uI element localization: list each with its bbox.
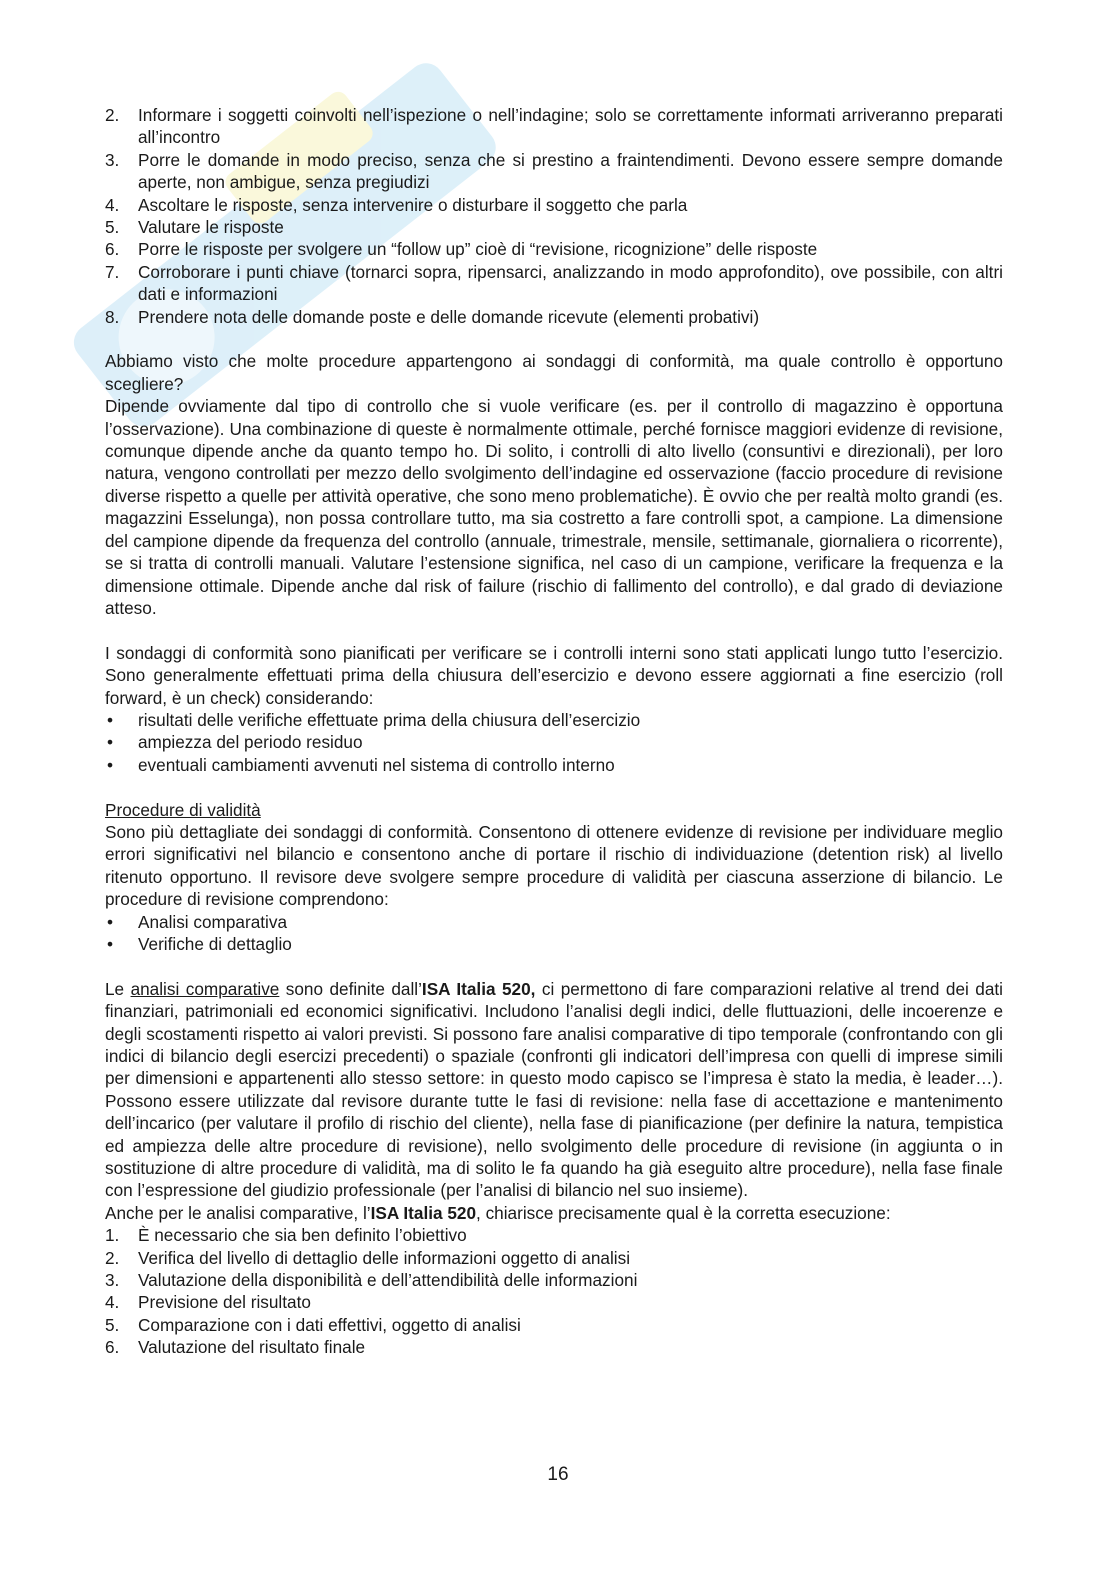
- procedure-steps-list: [105, 104, 1003, 328]
- anche-bold-isa: ISA Italia 520: [370, 1202, 477, 1223]
- list-item: [105, 1224, 1003, 1246]
- list-item-number: 6.: [105, 1337, 120, 1358]
- list-item-text: Previsione del risultato: [138, 1292, 311, 1313]
- list-item-number: 6.: [105, 239, 120, 260]
- analisi-text-1: Le: [105, 978, 131, 999]
- list-item-text: Informare i soggetti coinvolti nell’ispezione o nell’indagine; solo se correttamente informati arriveranno preparati all’incontro: [138, 105, 1003, 148]
- list-item: [105, 104, 1003, 149]
- bullet-text: Analisi comparativa: [138, 911, 288, 932]
- sondaggi-bullet-list: [105, 709, 1003, 776]
- list-item-text: Corroborare i punti chiave (tornarci sopra, ripensarci, analizzando in modo approfondito), ove possibile, con altri dati e informazioni: [138, 261, 1003, 305]
- list-item-text: È necessario che sia ben definito l’obiettivo: [138, 1225, 467, 1246]
- list-item: [105, 1336, 1003, 1358]
- document-page: [105, 104, 1003, 1359]
- list-item-text: Valutare le risposte: [138, 217, 284, 238]
- paragraph-depends: Dipende ovviamente dal tipo di controllo che si vuole verificare (es. per il controllo di magazzino è opportuna l’osservazione). Una combinazione di queste è normalmente ottimale, perché fornisce maggiori evidenze di revisione, comunque dipende anche da quanto tempo ho. Di solito, i controlli di alto livello (consuntivi e direzionali), per loro natura, vengono controllati per mezzo dello svolgimento dell’indagine ed osservazione (faccio procedure di revisione diverse rispetto a quelle per attività operative, che sono meno problematiche). È ovvio che per realtà molto grandi (es. magazzini Esselunga), non possa controllare tutto, ma sia costretto a fare controlli spot, a campione. La dimensione del campione dipende da frequenza del controllo (annuale, trimestrale, mensile, settimanale, giornaliera o ricorrente), se si tratta di controlli manuali. Valutare l’estensione significa, nel caso di un campione, verificare la frequenza e la dimensione ottimale. Dipende anche dal risk of failure (rischio di fallimento del controllo), e dal grado di deviazione atteso.: [105, 396, 1003, 618]
- validita-bullet-list: [105, 911, 1003, 956]
- list-item: [105, 261, 1003, 306]
- paragraph-analisi: [105, 978, 1003, 1202]
- list-item-number: 4.: [105, 194, 120, 215]
- anche-text-2: , chiarisce precisamente qual è la corretta esecuzione:: [476, 1202, 891, 1223]
- execution-steps-list: [105, 1224, 1003, 1358]
- paragraph-sondaggi: I sondaggi di conformità sono pianificati per verificare se i controlli interni sono stati applicati lungo tutto l’esercizio. Sono generalmente effettuati prima della chiusura dell’esercizio e devono essere aggiornati a fine esercizio (roll forward, è un check) considerando:: [105, 642, 1003, 708]
- list-item-text: Ascoltare le risposte, senza intervenire o disturbare il soggetto che parla: [138, 194, 688, 215]
- bullet-glyph: •: [107, 754, 114, 775]
- list-item-number: 3.: [105, 149, 120, 170]
- list-item-text: Prendere nota delle domande poste e delle domande ricevute (elementi probativi): [138, 306, 760, 327]
- page-number: 16: [547, 1464, 569, 1485]
- list-item-text: Valutazione della disponibilità e dell’attendibilità delle informazioni: [138, 1270, 638, 1291]
- list-item-number: 2.: [105, 1247, 120, 1268]
- list-item-number: 5.: [105, 217, 120, 238]
- list-item-number: 7.: [105, 261, 120, 282]
- bullet-glyph: •: [107, 933, 114, 954]
- list-item-text: Porre le domande in modo preciso, senza che si prestino a fraintendimenti. Devono essere sempre domande aperte, non ambigue, senza pregiudizi: [138, 149, 1003, 193]
- list-item-text: Valutazione del risultato finale: [138, 1337, 366, 1358]
- paragraph-anche: [105, 1202, 1003, 1224]
- bullet-text: ampiezza del periodo residuo: [138, 732, 363, 753]
- list-item: [105, 216, 1003, 238]
- list-item-text: Verifica del livello di dettaglio delle informazioni oggetto di analisi: [138, 1247, 631, 1268]
- bullet-item: [105, 754, 1003, 776]
- bullet-glyph: •: [107, 911, 114, 932]
- list-item: [105, 194, 1003, 216]
- bullet-text: eventuali cambiamenti avvenuti nel sistema di controllo interno: [138, 754, 615, 775]
- list-item: [105, 1314, 1003, 1336]
- anche-text-1: Anche per le analisi comparative, l’: [105, 1202, 371, 1223]
- list-item-number: 1.: [105, 1225, 120, 1246]
- bullet-glyph: •: [107, 709, 114, 730]
- list-item: [105, 1291, 1003, 1313]
- bullet-item: [105, 731, 1003, 753]
- section-heading-validita: Procedure di validità: [105, 799, 261, 820]
- list-item: [105, 238, 1003, 260]
- list-item-number: 4.: [105, 1292, 120, 1313]
- list-item-number: 2.: [105, 105, 120, 125]
- bullet-item: [105, 709, 1003, 731]
- list-item: [105, 1247, 1003, 1269]
- list-item: [105, 1269, 1003, 1291]
- analisi-text-3: ci permettono di fare comparazioni relative al trend dei dati finanziari, patrimoniali ed economici significativi. Includono l’analisi degli indici, delle fluttuazioni, delle incoerenze e degli scostamenti rispetto ai valori previsti. Si possono fare analisi comparative di tipo temporale (confrontando con gli indici di bilancio degli esercizi precedenti) o spaziale (confronti gli indicatori dell’impresa con quelli di imprese simili per dimensioni e appartenenti allo stesso settore: in questo modo capisco se l’impresa è stato la media, è leader…). Possono essere utilizzate dal revisore durante tutte le fasi di revisione: nella fase di accettazione e mantenimento dell’incarico (per valutare il profilo di rischio del cliente), nella fase di pianificazione (per definire la natura, tempistica ed ampiezza delle altre procedure di revisione), nello svolgimento delle procedure di revisione (in aggiunta o in sostituzione di altre procedure di validità, ma di solito le fa quando ha già eseguito altre procedure), nella fase finale con l’espressione del giudizio professionale (per l’analisi di bilancio nel suo insieme).: [105, 978, 1003, 1201]
- analisi-text-2: sono definite dall’: [279, 978, 422, 999]
- list-item: [105, 306, 1003, 328]
- list-item: [105, 149, 1003, 194]
- analisi-bold-isa: ISA Italia 520,: [421, 978, 536, 999]
- list-item-number: 3.: [105, 1270, 120, 1291]
- list-item-text: Porre le risposte per svolgere un “follow up” cioè di “revisione, ricognizione” delle risposte: [138, 239, 818, 260]
- list-item-number: 8.: [105, 306, 120, 327]
- list-item-text: Comparazione con i dati effettivi, oggetto di analisi: [138, 1314, 521, 1335]
- bullet-item: [105, 911, 1003, 933]
- list-item-number: 5.: [105, 1314, 120, 1335]
- analisi-underlined-term: analisi comparative: [130, 978, 280, 999]
- bullet-text: Verifiche di dettaglio: [138, 933, 292, 954]
- paragraph-validita: Sono più dettagliate dei sondaggi di conformità. Consentono di ottenere evidenze di revisione per individuare meglio errori significativi nel bilancio e consentono anche di portare il rischio di individuazione (detention risk) al livello ritenuto opportuno. Il revisore deve svolgere sempre procedure di validità per ciascuna asserzione di bilancio. Le procedure di revisione comprendono:: [105, 821, 1003, 910]
- paragraph-question: Abbiamo visto che molte procedure appartengono ai sondaggi di conformità, ma quale controllo è opportuno scegliere?: [105, 351, 1003, 394]
- bullet-glyph: •: [107, 732, 114, 753]
- bullet-item: [105, 933, 1003, 955]
- bullet-text: risultati delle verifiche effettuate prima della chiusura dell’esercizio: [138, 709, 641, 730]
